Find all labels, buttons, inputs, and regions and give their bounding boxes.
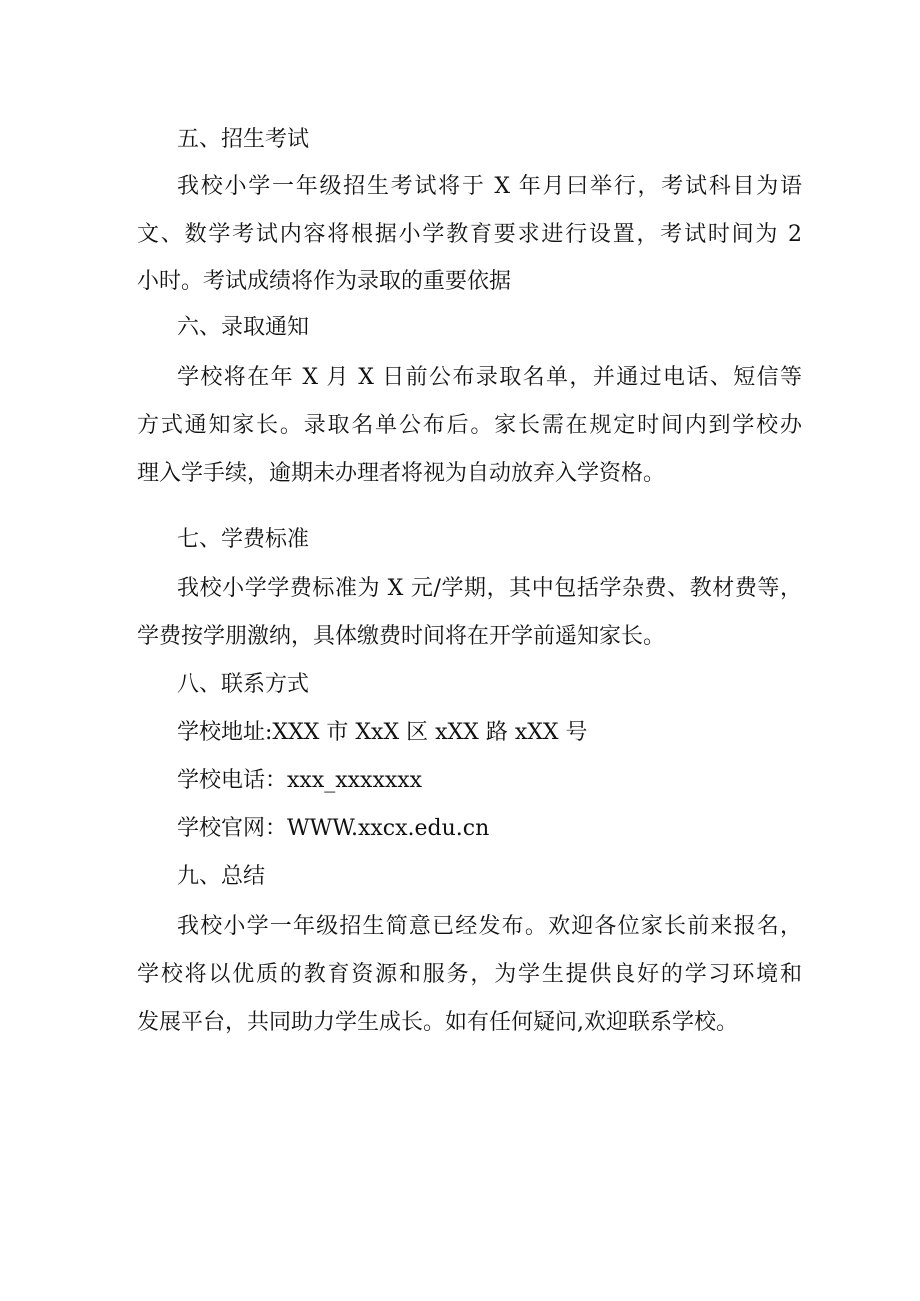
exam-paragraph-line-3: 小时。考试成绩将作为录取的重要依据 <box>137 269 512 294</box>
summary-paragraph-line-3: 发展平台，共同助力学生成长。如有任何疑问,欢迎联系学校。 <box>137 1010 738 1035</box>
admission-paragraph-line-1: 学校将在年 X 月 X 日前公布录取名单，并通过电话、短信等 <box>177 365 802 390</box>
summary-paragraph-line-2: 学校将以优质的教育资源和服务，为学生提供良好的学习环境和 <box>137 962 802 987</box>
section-heading-summary: 九、总结 <box>177 864 266 889</box>
exam-paragraph-line-1: 我校小学一年级招生考试将于 X 年月曰举行，考试科目为语 <box>177 174 802 199</box>
section-heading-contact: 八、联系方式 <box>177 672 310 697</box>
admission-paragraph-line-3: 理入学手续，逾期未办理者将视为自动放弃入学资格。 <box>137 461 666 486</box>
summary-paragraph-line-1: 我校小学一年级招生简意已经发布。欢迎各位家长前来报名， <box>177 914 802 939</box>
section-heading-exam: 五、招生考试 <box>177 127 310 152</box>
admission-paragraph-line-2: 方式通知家长。录取名单公布后。家长需在规定时间内到学校办 <box>137 413 802 438</box>
tuition-paragraph-line-2: 学费按学朋激纳，具体缴费时间将在开学前遥知家长。 <box>137 624 666 649</box>
contact-phone: 学校电话：xxx_xxxxxxx <box>177 768 423 793</box>
contact-website: 学校官网：WWW.xxcx.edu.cn <box>177 816 490 841</box>
section-heading-tuition: 七、学费标准 <box>177 527 310 552</box>
exam-paragraph-line-2: 文、数学考试内容将根据小学教育要求进行设置，考试时间为 2 <box>137 222 802 247</box>
tuition-paragraph-line-1: 我校小学学费标准为 X 元/学期，其中包括学杂费、教材费等， <box>177 576 802 601</box>
contact-address: 学校地址:XXX 市 XxX 区 xXX 路 xXX 号 <box>177 720 588 745</box>
section-heading-admission: 六、录取通知 <box>177 315 310 340</box>
